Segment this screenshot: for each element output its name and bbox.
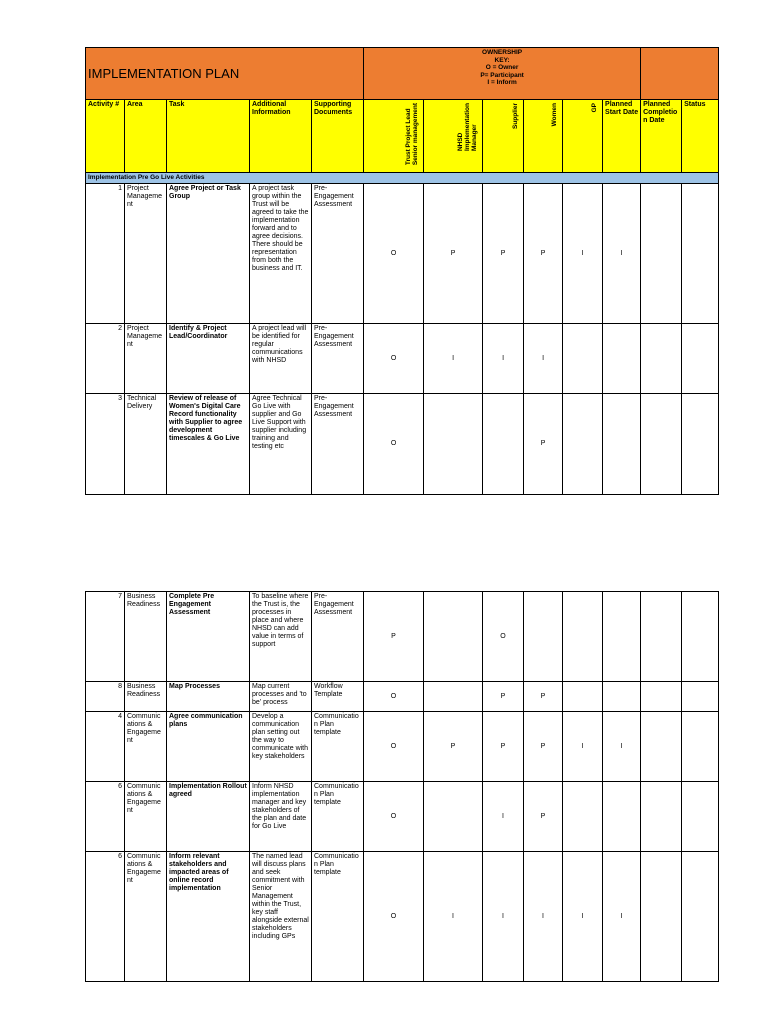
task-cell: Identify & Project Lead/Coordinator — [167, 324, 250, 394]
additional-info-cell: Agree Technical Go Live with supplier and Go Live Support with supplier including training and testing etc — [250, 394, 312, 495]
col-header-start: Planned Start Date — [603, 100, 641, 173]
ownership-code: P — [364, 592, 424, 682]
supporting-docs-cell: Workflow Template — [312, 682, 364, 712]
completion-date-cell — [641, 184, 682, 324]
ownership-code: O — [364, 782, 424, 852]
col-header-status: Status — [682, 100, 719, 173]
ownership-code: I — [563, 852, 603, 982]
ownership-code: I — [483, 782, 524, 852]
area-cell: Technical Delivery — [125, 394, 167, 495]
ownership-code: P — [524, 394, 563, 495]
ownership-code: P — [424, 184, 483, 324]
ownership-code: O — [364, 394, 424, 495]
ownership-code: O — [483, 592, 524, 682]
activity-number: 6 — [86, 852, 125, 982]
role-label: Women — [551, 103, 559, 127]
ownership-code: I — [563, 184, 603, 324]
ownership-code — [563, 782, 603, 852]
completion-date-cell — [641, 852, 682, 982]
completion-date-cell — [641, 394, 682, 495]
supporting-docs-cell: Communication Plan template — [312, 712, 364, 782]
col-header-gp — [563, 100, 603, 173]
ownership-code: P — [524, 782, 563, 852]
ownership-code: P — [483, 184, 524, 324]
task-cell: Inform relevant stakeholders and impacted areas of online record implementation — [167, 852, 250, 982]
additional-info-cell: Map current processes and 'to be' process — [250, 682, 312, 712]
task-cell: Map Processes — [167, 682, 250, 712]
area-cell: Business Readiness — [125, 682, 167, 712]
completion-date-cell — [641, 712, 682, 782]
task-cell: Implementation Rollout agreed — [167, 782, 250, 852]
section-label: Implementation Pre Go Live Activities — [86, 173, 719, 184]
task-cell: Complete Pre Engagement Assessment — [167, 592, 250, 682]
ownership-code — [563, 682, 603, 712]
completion-date-cell — [641, 782, 682, 852]
ownership-code — [563, 324, 603, 394]
ownership-code — [603, 394, 641, 495]
supporting-docs-cell: Communication Plan template — [312, 852, 364, 982]
status-cell — [682, 712, 719, 782]
activity-number: 3 — [86, 394, 125, 495]
ownership-code: I — [524, 324, 563, 394]
ownership-code: P — [524, 682, 563, 712]
supporting-docs-cell: Pre-Engagement Assessment — [312, 184, 364, 324]
ownership-code: O — [364, 324, 424, 394]
ownership-code: I — [563, 712, 603, 782]
page-title: IMPLEMENTATION PLAN — [86, 48, 364, 100]
table-row — [86, 394, 719, 495]
role-label: NHSD Implementation Manager — [457, 103, 479, 152]
ownership-code — [483, 394, 524, 495]
status-cell — [682, 852, 719, 982]
activity-number: 6 — [86, 782, 125, 852]
col-header-trust-lead — [364, 100, 424, 173]
ownership-code: P — [424, 712, 483, 782]
area-cell: Communications & Engagement — [125, 852, 167, 982]
activity-number: 2 — [86, 324, 125, 394]
ownership-code: I — [603, 852, 641, 982]
status-cell — [682, 324, 719, 394]
ownership-code — [603, 782, 641, 852]
supporting-docs-cell: Pre-Engagement Assessment — [312, 324, 364, 394]
ownership-key-line: KEY: — [494, 56, 510, 64]
supporting-docs-cell: Pre-Engagement Assessment — [312, 592, 364, 682]
task-cell: Review of release of Women's Digital Care Record functionality with Supplier to agree development timescales & Go Live — [167, 394, 250, 495]
supporting-docs-cell: Pre-Engagement Assessment — [312, 394, 364, 495]
col-header-nhsd — [424, 100, 483, 173]
table-row — [86, 852, 719, 982]
implementation-plan-table-bottom — [85, 591, 719, 982]
col-header-task: Task — [167, 100, 250, 173]
ownership-code — [524, 592, 563, 682]
additional-info-cell: Inform NHSD implementation manager and key stakeholders of the plan and date for Go Live — [250, 782, 312, 852]
col-header-women — [524, 100, 563, 173]
supporting-docs-cell: Communication Plan template — [312, 782, 364, 852]
ownership-code: P — [524, 712, 563, 782]
ownership-code: I — [424, 324, 483, 394]
area-cell: Communications & Engagement — [125, 782, 167, 852]
table-row — [86, 712, 719, 782]
ownership-code: I — [483, 852, 524, 982]
ownership-code: I — [603, 712, 641, 782]
ownership-code — [603, 682, 641, 712]
col-header-area: Area — [125, 100, 167, 173]
col-header-completion: Planned Completion Date — [641, 100, 682, 173]
ownership-code: P — [524, 184, 563, 324]
ownership-code: O — [364, 184, 424, 324]
table-row — [86, 592, 719, 682]
ownership-code — [424, 782, 483, 852]
role-label: Trust Project Lead Senior management — [405, 103, 420, 166]
task-cell: Agree communication plans — [167, 712, 250, 782]
ownership-code — [603, 324, 641, 394]
area-cell: Project Management — [125, 184, 167, 324]
col-header-activity: Activity # — [86, 100, 125, 173]
activity-number: 1 — [86, 184, 125, 324]
role-label: GP — [591, 103, 599, 113]
ownership-code — [563, 394, 603, 495]
ownership-code: O — [364, 682, 424, 712]
ownership-code: I — [483, 324, 524, 394]
role-label: Supplier — [512, 103, 520, 130]
implementation-plan-table-top — [85, 47, 719, 495]
ownership-key-line: I = Inform — [487, 79, 517, 86]
ownership-code: O — [364, 852, 424, 982]
completion-date-cell — [641, 682, 682, 712]
ownership-key — [364, 48, 641, 100]
completion-date-cell — [641, 592, 682, 682]
ownership-code — [424, 682, 483, 712]
area-cell: Communications & Engagement — [125, 712, 167, 782]
header-blank — [641, 48, 719, 100]
status-cell — [682, 682, 719, 712]
status-cell — [682, 394, 719, 495]
ownership-code — [424, 592, 483, 682]
ownership-code — [563, 592, 603, 682]
ownership-code: P — [483, 712, 524, 782]
table-row — [86, 324, 719, 394]
activity-number: 4 — [86, 712, 125, 782]
activity-number: 8 — [86, 682, 125, 712]
ownership-code: I — [524, 852, 563, 982]
area-cell: Business Readiness — [125, 592, 167, 682]
ownership-code — [603, 592, 641, 682]
col-header-additional: Additional Information — [250, 100, 312, 173]
additional-info-cell: A project lead will be identified for regular communications with NHSD — [250, 324, 312, 394]
status-cell — [682, 184, 719, 324]
ownership-key-line: P= Participant — [480, 71, 524, 79]
ownership-key-line: OWNERSHIP — [482, 49, 523, 56]
ownership-key-line: O = Owner — [485, 64, 519, 71]
additional-info-cell: To baseline where the Trust is, the processes in place and where NHSD can add value in terms of support — [250, 592, 312, 682]
additional-info-cell: Develop a communication plan setting out the way to communicate with key stakeholders — [250, 712, 312, 782]
completion-date-cell — [641, 324, 682, 394]
ownership-code: P — [483, 682, 524, 712]
table-row — [86, 782, 719, 852]
area-cell: Project Management — [125, 324, 167, 394]
ownership-code — [424, 394, 483, 495]
status-cell — [682, 782, 719, 852]
ownership-code: I — [603, 184, 641, 324]
additional-info-cell: The named lead will discuss plans and seek commitment with Senior Management within the Trust, key staff alongside external stakeholders including GPs — [250, 852, 312, 982]
table-row — [86, 682, 719, 712]
table-row — [86, 184, 719, 324]
ownership-code: O — [364, 712, 424, 782]
ownership-code: I — [424, 852, 483, 982]
col-header-supplier — [483, 100, 524, 173]
additional-info-cell: A project task group within the Trust will be agreed to take the implementation forward and to agree decisions. There should be representation from both the business and IT. — [250, 184, 312, 324]
task-cell: Agree Project or Task Group — [167, 184, 250, 324]
col-header-supporting: Supporting Documents — [312, 100, 364, 173]
status-cell — [682, 592, 719, 682]
activity-number: 7 — [86, 592, 125, 682]
